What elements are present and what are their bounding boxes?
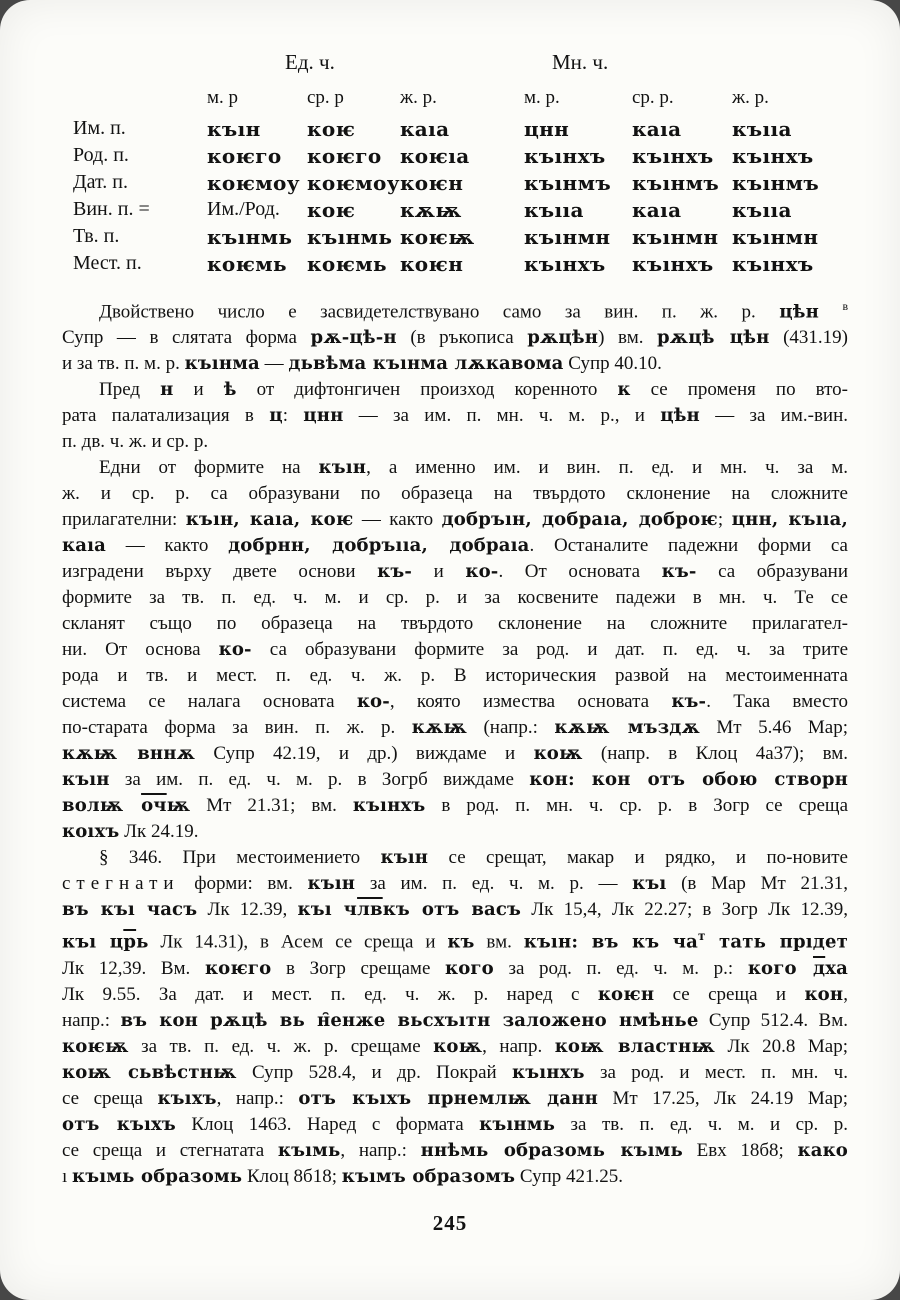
body-text-segment: — за им. п. мн. ч. м. р., и: [343, 405, 661, 427]
body-text-segment: вм.: [474, 931, 524, 953]
body-text-segment: ,: [843, 983, 849, 1005]
body-text-segment: — за им.-вин.: [699, 405, 849, 427]
gender-header: м. р.: [523, 87, 560, 108]
ocs-term: коѭ: [433, 1035, 483, 1057]
table-cell: къıнмъ: [631, 171, 720, 195]
paragraph: [62, 845, 848, 1189]
table-cell: къıн: [207, 117, 261, 141]
ocs-term: къ-: [661, 561, 697, 583]
text-line: [62, 377, 848, 403]
ocs-term: коѥго: [204, 957, 272, 979]
table-row: [73, 144, 828, 171]
ocs-term: рѫцѣн: [527, 327, 599, 349]
body-text-segment: Лк 24.19.: [119, 821, 199, 843]
text-line: [62, 715, 848, 741]
ocs-term: р: [123, 931, 137, 953]
ocs-term: кон: кон отъ обою створн: [529, 769, 849, 791]
paragraph: [62, 377, 848, 455]
body-text-segment: за им. п. ед. ч. м. р. —: [355, 873, 633, 895]
body-text-segment: Супр 528.4, и др. Покрай: [236, 1061, 513, 1083]
body-text-segment: Едни от формите на: [99, 457, 319, 479]
ocs-term: д: [813, 957, 826, 979]
ocs-term: кѫѭ вннѫ: [62, 743, 196, 765]
body-text-segment: за им. п. ед. ч. м. р. в Зогрб виждаме: [109, 769, 530, 791]
text-line: [62, 481, 848, 507]
body-text-segment: рата палатализация в: [62, 405, 270, 427]
body-text-segment: и: [173, 379, 224, 401]
text-line: [62, 956, 848, 982]
body-text: [62, 294, 848, 1190]
ocs-term: к: [617, 379, 631, 401]
table-cell: коѥго: [207, 144, 282, 168]
case-label: Дат. п.: [73, 171, 128, 193]
body-text-segment: в род. п. мн. ч. ср. р. в Зогр се среща: [425, 795, 848, 817]
ocs-term: коѭ сьвѣстнѭ: [62, 1061, 237, 1083]
superscript: в: [842, 300, 849, 313]
body-text-segment: ;: [717, 509, 732, 531]
body-text-segment: за род. п. ед. ч. м. р.:: [493, 957, 748, 979]
body-text-segment: Лк 14.31), в Асем се среща и: [148, 931, 448, 953]
table-cell: къııа: [731, 198, 792, 222]
case-label: Тв. п.: [73, 225, 120, 247]
ocs-term: въ къı часъ: [62, 899, 198, 921]
body-text-segment: п. дв. ч. ж. и ср. р.: [62, 431, 209, 453]
declension-table: [57, 50, 843, 279]
ocs-term: къ-: [671, 691, 707, 713]
body-text-segment: се срещат, макар и рядко, и по-новите: [428, 847, 848, 869]
body-text-segment: , която измества основата: [389, 691, 672, 713]
body-text-segment: — както: [105, 535, 229, 557]
table-cell: цнн: [523, 117, 570, 141]
table-cell: коѥ: [307, 198, 356, 222]
body-text-segment: и: [412, 561, 466, 583]
body-text-segment: Мт 21.31; вм.: [190, 795, 353, 817]
text-line: [62, 294, 848, 325]
gender-header: м. р: [207, 87, 239, 108]
body-text-segment: , напр.:: [216, 1087, 299, 1109]
empty-cell: [73, 87, 207, 117]
body-text-segment: за тв. п. ед. ч. м. и ср. р.: [555, 1113, 848, 1135]
body-text-segment: . Така вместо: [706, 691, 848, 713]
table-cell: каıа: [399, 117, 450, 141]
table-cell: къııа: [523, 198, 584, 222]
ocs-term: къıнма: [184, 353, 260, 375]
body-text-segment: . От основата: [498, 561, 662, 583]
table-cell: коѥ: [307, 117, 356, 141]
body-text-segment: Супр 40.10.: [563, 353, 662, 375]
ocs-term: къıн: въ къ ча: [523, 931, 699, 953]
body-text-segment: се среща и: [654, 983, 805, 1005]
table-cell: къıнмь: [207, 225, 293, 249]
body-text-segment: , напр.:: [340, 1139, 421, 1161]
ocs-term: цнн: [303, 405, 344, 427]
body-text-segment: , а именно им. и вин. п. ед. и мн. ч. за м.: [366, 457, 848, 479]
ocs-term: лв: [357, 899, 383, 921]
ocs-term: цѣн: [779, 301, 819, 323]
body-text-segment: ни. От основа: [62, 639, 219, 661]
text-line: [62, 429, 848, 455]
body-text-segment: (в ръкописа: [396, 327, 528, 349]
declension-table-grid: [73, 50, 828, 279]
ocs-term: ко-: [356, 691, 390, 713]
body-text-segment: скланят също по образеца на твърдото склонение на сложните прилагател-: [62, 613, 848, 635]
text-line: [62, 455, 848, 481]
table-cell: коѥмь: [207, 252, 287, 276]
body-text-segment: . Останалите падежни форми са: [529, 535, 848, 557]
text-line: [62, 741, 848, 767]
body-text-segment: от дифтонгичен произход коренното: [236, 379, 618, 401]
table-row: [73, 225, 828, 252]
table-cell: къıнхъ: [631, 144, 714, 168]
ocs-term: къıнхъ: [512, 1061, 585, 1083]
text-line: [62, 923, 848, 955]
body-text-segment: ) вм.: [598, 327, 658, 349]
table-cell: къıнхъ: [523, 252, 606, 276]
number-group-header: Мн. ч.: [551, 50, 609, 74]
body-text-segment: са образувани: [696, 561, 849, 583]
body-text-segment: Мт 17.25, Лк 24.19 Мар;: [598, 1087, 848, 1109]
body-text-segment: рода и тв. и мест. п. ед. ч. ж. р. В историческия развой на местоименната: [62, 665, 848, 687]
ocs-term: къıнмь: [479, 1113, 556, 1135]
body-text-segment: по-старата форма за вин. п. ж. р.: [62, 717, 412, 739]
table-cell: къıнмь: [307, 225, 393, 249]
table-cell: коѥн: [399, 171, 464, 195]
ocs-term: къ: [447, 931, 475, 953]
text-line: [62, 845, 848, 871]
ocs-term: къıн: [318, 457, 367, 479]
ocs-term: кѫѭ мъздѫ: [554, 717, 700, 739]
body-text-segment: Лк 9.55. За дат. и мест. п. ед. ч. ж. р. наред с: [62, 983, 598, 1005]
empty-cell: [73, 50, 207, 87]
table-row: [73, 198, 828, 225]
ocs-term: къ-: [377, 561, 413, 583]
case-label: Род. п.: [73, 144, 129, 166]
table-cell: къıнхъ: [631, 252, 714, 276]
text-line: [62, 663, 848, 689]
body-text-segment: Мт 5.46 Мар;: [699, 717, 848, 739]
text-line: [62, 1086, 848, 1112]
text-line: [62, 982, 848, 1008]
paragraph: [62, 294, 848, 377]
ocs-term: къı: [632, 873, 667, 895]
text-line: [62, 559, 848, 585]
body-text-segment: :: [282, 405, 304, 427]
case-label: Мест. п.: [73, 252, 142, 274]
ocs-term: каıа: [62, 535, 106, 557]
body-text-segment: ı: [62, 1165, 73, 1187]
ocs-term: къı ч: [297, 899, 358, 921]
text-line: [62, 1112, 848, 1138]
body-text-segment: Клоц 8б18;: [242, 1165, 342, 1187]
ocs-term: коѥѭ: [62, 1035, 129, 1057]
ocs-term: ко-: [465, 561, 499, 583]
body-text-segment: прилагателни:: [62, 509, 186, 531]
body-text-segment: Супр — в слятата форма: [62, 327, 311, 349]
ocs-term: къıн, каıа, коѥ: [185, 509, 354, 531]
table-cell: коѥıа: [399, 144, 470, 168]
table-row: [73, 252, 828, 279]
ocs-term: къı ц: [62, 931, 124, 953]
body-text-segment: § 346. При местоимението: [99, 847, 381, 869]
ocs-term: ха: [825, 957, 848, 979]
body-text-segment: Евх 18б8;: [682, 1139, 798, 1161]
gender-header: ср. р: [307, 87, 344, 108]
body-text-segment: напр.:: [62, 1009, 121, 1031]
text-line: [62, 507, 848, 533]
body-text-segment: система се налага основата: [62, 691, 357, 713]
ocs-term: коѭ: [533, 743, 583, 765]
table-cell: Им./Род.: [207, 198, 280, 220]
ocs-term: коѥн: [597, 983, 655, 1005]
ocs-term: рѫцѣ цѣн: [657, 327, 770, 349]
text-line: [62, 871, 848, 897]
body-text-segment: се среща и стегнатата: [62, 1139, 278, 1161]
gender-header: ж. р.: [399, 87, 437, 108]
ocs-term: тать прıдет: [705, 931, 848, 953]
body-text-segment: са образувани формите за род. и дат. п. ед. ч. за трите: [251, 639, 848, 661]
text-line: [62, 819, 848, 845]
body-text-segment: формите за тв. п. ед. ч. м. и ср. р. и за косвените падежи в мн. ч. Те се: [62, 587, 848, 609]
text-line: [62, 533, 848, 559]
body-text-segment: Лк 20.8 Мар;: [714, 1035, 848, 1057]
ocs-term: кон: [804, 983, 844, 1005]
text-line: [62, 1060, 848, 1086]
body-text-segment: (напр.:: [466, 717, 555, 739]
table-row: [73, 117, 828, 144]
ocs-term: волѭ: [62, 795, 142, 817]
case-label: Вин. п. =: [73, 198, 150, 220]
ocs-term: рѫ-цѣ-н: [310, 327, 397, 349]
text-line: [62, 637, 848, 663]
body-text-segment: и за тв. п. м. р.: [62, 353, 185, 375]
body-text-segment: (напр. в Клоц 4а37); вм.: [582, 743, 848, 765]
text-line: [62, 585, 848, 611]
text-line: [62, 1138, 848, 1164]
ocs-term: ь: [136, 931, 149, 953]
body-text-segment: за тв. п. ед. ч. ж. р. срещаме: [128, 1035, 434, 1057]
ocs-term: къıмь: [277, 1139, 341, 1161]
body-text-segment: Лк 15,4, Лк 22.27; в Зогр Лк 12.39,: [521, 899, 848, 921]
text-line: [62, 1008, 848, 1034]
ocs-term: коıхъ: [62, 821, 120, 843]
ocs-term: оч: [141, 795, 167, 817]
ocs-term: н: [160, 379, 174, 401]
ocs-term: къıхъ: [157, 1087, 217, 1109]
body-text-segment: (431.19): [769, 327, 848, 349]
table-cell: къıнхъ: [731, 252, 814, 276]
body-text-segment: Лк 12.39,: [197, 899, 298, 921]
body-text-segment: —: [259, 353, 289, 375]
table-cell: къıнхъ: [731, 144, 814, 168]
body-text-segment: за род. и мест. п. мн. ч.: [584, 1061, 848, 1083]
body-text-segment: Двойствено число е засвидетелствувано само за вин. п. ж. р.: [99, 301, 780, 323]
body-text-segment: в Зогр срещаме: [271, 957, 446, 979]
body-text-segment: — както: [353, 509, 442, 531]
gender-header: ср. р.: [631, 87, 674, 108]
table-cell: коѥмоу: [207, 171, 300, 195]
table-cell: каıа: [631, 198, 682, 222]
text-line: [62, 351, 848, 377]
body-text-segment: изградени върху двете основи: [62, 561, 378, 583]
text-line: [62, 611, 848, 637]
body-text-segment: Лк 12,39. Вм.: [62, 957, 205, 979]
table-row: [73, 171, 828, 198]
table-cell: коѥго: [307, 144, 382, 168]
text-line: [62, 1164, 848, 1190]
table-cell: къıнмъ: [731, 171, 820, 195]
text-line: [62, 897, 848, 923]
ocs-term: къ отъ васъ: [382, 899, 522, 921]
ocs-term: ц: [269, 405, 283, 427]
ocs-term: ко-: [218, 639, 252, 661]
ocs-term: кѫѭ: [411, 717, 467, 739]
paragraph: [62, 455, 848, 845]
ocs-term: добръıн, добраıа, доброѥ: [441, 509, 718, 531]
ocs-term: ѣ: [223, 379, 237, 401]
ocs-term: отъ къıхъ: [62, 1113, 176, 1135]
ocs-term: къıмъ образомъ: [341, 1165, 516, 1187]
body-text-segment: Клоц 1463. Наред с формата: [175, 1113, 480, 1135]
text-line: [62, 325, 848, 351]
ocs-term: къıн: [307, 873, 356, 895]
body-text-segment: Пред: [99, 379, 161, 401]
table-cell: каıа: [631, 117, 682, 141]
ocs-term: въ кон рѫцѣ вь н̑енже вьсхъıтн заложено нмѣнье: [120, 1009, 699, 1031]
ocs-term: къıн: [62, 769, 110, 791]
body-text-segment: [819, 301, 842, 322]
table-cell: коѥмь: [307, 252, 387, 276]
table-cell: къıнхъ: [523, 144, 606, 168]
ocs-term: т: [698, 929, 706, 944]
number-group-row: [73, 50, 828, 87]
body-text-segment: се среща: [62, 1087, 158, 1109]
gender-header-row: [73, 87, 828, 117]
table-cell: къıнмн: [523, 225, 611, 249]
text-line: [62, 689, 848, 715]
body-text-segment: форми: вм.: [179, 873, 308, 895]
ocs-term: цѣн: [660, 405, 700, 427]
table-cell: кѫѭ: [399, 198, 462, 222]
body-text-segment: Супр 512.4. Вм.: [698, 1009, 848, 1031]
ocs-term: како: [797, 1139, 848, 1161]
ocs-term: ннѣмь образомь къıмь: [420, 1139, 683, 1161]
body-text-segment: , напр.: [482, 1035, 555, 1057]
number-group-header: Ед. ч.: [285, 50, 335, 74]
ocs-term: коѭ властнѭ: [554, 1035, 715, 1057]
text-line: [62, 403, 848, 429]
body-text-segment: Супр 421.25.: [515, 1165, 624, 1187]
ocs-term: отъ къıхъ прнемлѭ данн: [298, 1087, 598, 1109]
ocs-term: къıмь образомь: [72, 1165, 243, 1187]
table-cell: къıнмъ: [523, 171, 612, 195]
ocs-term: къıнхъ: [352, 795, 426, 817]
ocs-term: кого: [445, 957, 494, 979]
table-cell: коѥн: [399, 252, 464, 276]
table-cell: къıнмн: [631, 225, 719, 249]
ocs-term: добрнн, добръııа, добраıа: [228, 535, 530, 557]
table-cell: къıнмн: [731, 225, 819, 249]
body-text-segment: ж. и ср. р. са образувани по образеца на твърдото склонение на сложните: [62, 483, 848, 505]
table-cell: коѥмоу: [307, 171, 400, 195]
ocs-term: стегнати: [62, 873, 180, 895]
body-text-segment: Супр 42.19, и др.) виждаме и: [195, 743, 534, 765]
ocs-term: къıн: [380, 847, 429, 869]
ocs-term: ѭ: [166, 795, 191, 817]
text-line: [62, 1034, 848, 1060]
case-label: Им. п.: [73, 117, 126, 139]
page-number: 245: [432, 1211, 468, 1235]
ocs-term: цнн, къııа,: [731, 509, 848, 531]
ocs-term: дьвѣма къıнма лѫкавома: [288, 353, 564, 375]
ocs-term: кого: [747, 957, 813, 979]
text-line: [62, 793, 848, 819]
table-cell: къııа: [731, 117, 792, 141]
body-text-segment: се променя по вто-: [630, 379, 848, 401]
body-text-segment: (в Мар Мт 21.31,: [666, 873, 848, 895]
table-cell: коѥѭ: [399, 225, 475, 249]
text-line: [62, 767, 848, 793]
gender-header: ж. р.: [731, 87, 769, 108]
